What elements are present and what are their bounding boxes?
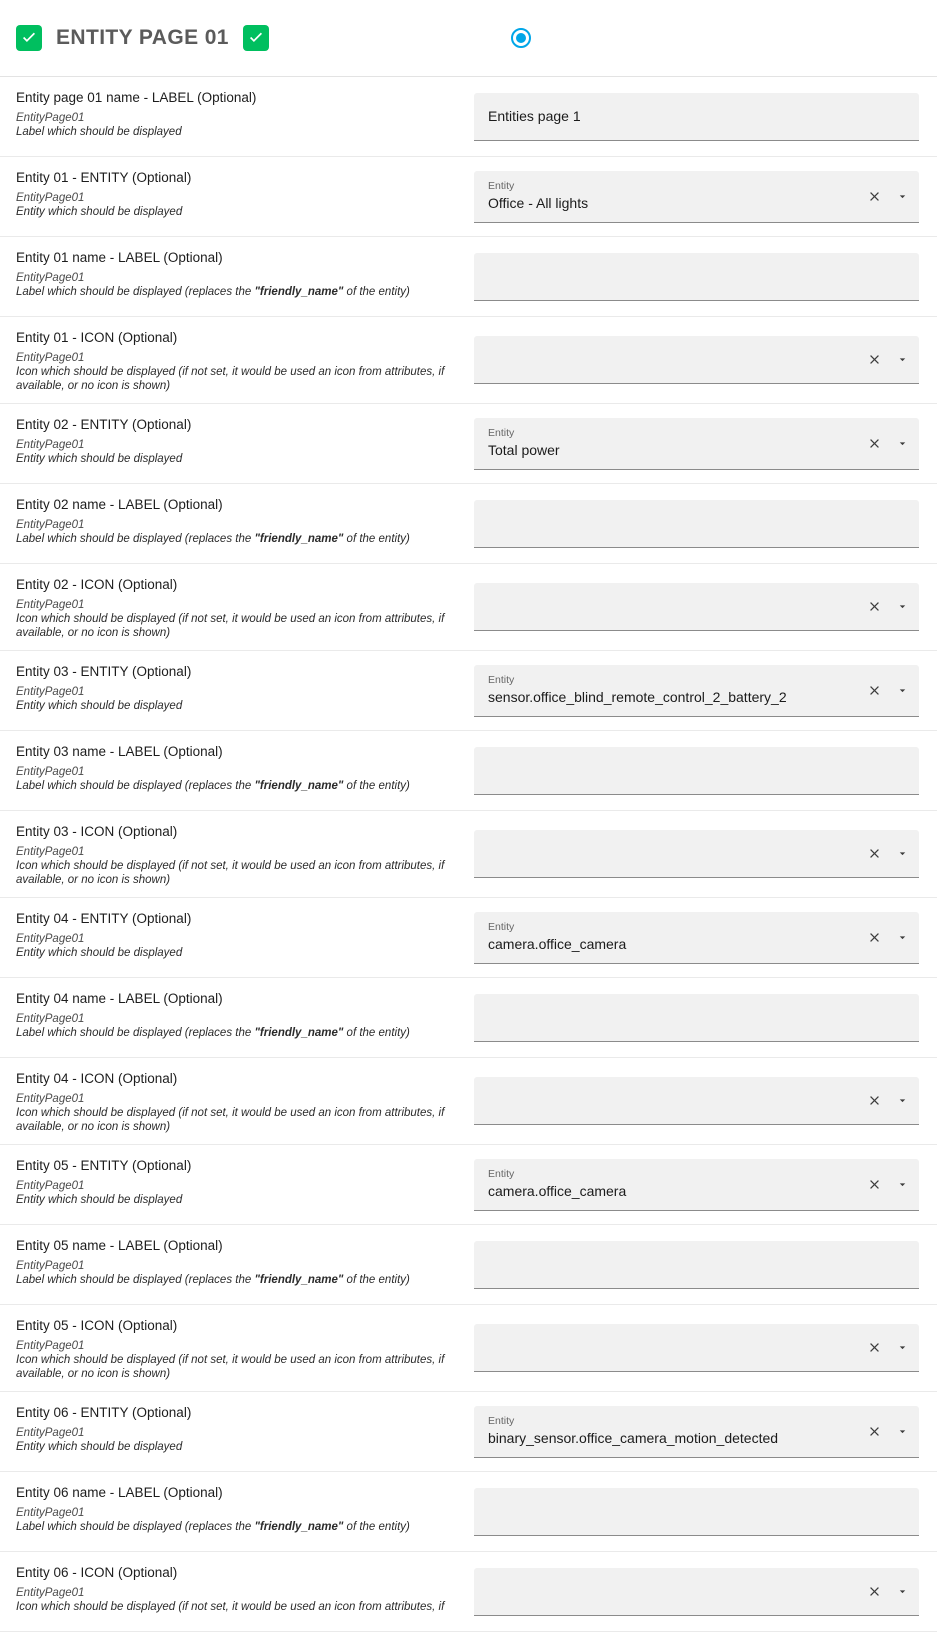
clear-icon[interactable] — [865, 928, 883, 946]
row-label-column — [0, 1305, 460, 1391]
row-field-column — [460, 317, 937, 403]
row-field-column — [460, 1472, 937, 1551]
row-description — [16, 859, 446, 887]
field-actions — [857, 1092, 911, 1110]
radio-dot — [516, 33, 526, 43]
settings-row — [0, 731, 937, 811]
page-title: ENTITY PAGE 01 — [56, 26, 229, 49]
chevron-down-icon[interactable] — [893, 434, 911, 452]
row-title: Entity 04 - ENTITY (Optional) — [16, 911, 192, 926]
text-input-field[interactable] — [474, 994, 919, 1042]
row-label-column — [0, 651, 460, 730]
settings-row — [0, 1552, 937, 1632]
chevron-down-icon[interactable] — [893, 1092, 911, 1110]
row-label-column — [0, 77, 460, 156]
row-description-pre: Label which should be displayed (replaces the — [16, 286, 255, 298]
field-text-wrapper — [488, 847, 857, 861]
settings-row — [0, 978, 937, 1058]
row-description-emphasis: "friendly_name" — [254, 1521, 344, 1533]
clear-icon[interactable] — [865, 1092, 883, 1110]
field-value[interactable]: binary_sensor.office_camera_motion_detected — [488, 1430, 779, 1446]
clear-icon[interactable] — [865, 845, 883, 863]
row-description-post: of the entity) — [343, 780, 410, 792]
row-config-key: EntityPage01 — [16, 846, 85, 858]
row-description-pre: Entity which should be displayed — [16, 206, 183, 218]
field-actions — [857, 1175, 911, 1193]
settings-row — [0, 1305, 937, 1392]
field-floating-label: Entity — [488, 1415, 515, 1427]
row-description — [16, 946, 446, 960]
row-description — [16, 779, 446, 793]
field-actions — [857, 598, 911, 616]
row-title: Entity 02 - ENTITY (Optional) — [16, 417, 192, 432]
row-title: Entity 05 name - LABEL (Optional) — [16, 1238, 223, 1253]
row-config-key: EntityPage01 — [16, 766, 85, 778]
row-config-key: EntityPage01 — [16, 112, 85, 124]
chevron-down-icon[interactable] — [893, 351, 911, 369]
row-config-key: EntityPage01 — [16, 1013, 85, 1025]
field-actions — [857, 1582, 911, 1600]
field-floating-label: Entity — [488, 180, 515, 192]
row-field-column — [460, 1145, 937, 1224]
clear-icon[interactable] — [865, 1175, 883, 1193]
entity-select-field[interactable] — [474, 665, 919, 717]
field-value[interactable]: Office - All lights — [488, 195, 589, 211]
row-description-pre: Icon which should be displayed (if not set, it would be used an icon from attributes, if available, or no icon is shown) — [16, 1354, 445, 1380]
entity-select-field[interactable] — [474, 418, 919, 470]
chevron-down-icon[interactable] — [893, 1422, 911, 1440]
row-description-pre: Label which should be displayed — [16, 126, 182, 138]
field-text-wrapper — [488, 1010, 911, 1024]
settings-row — [0, 77, 937, 157]
row-config-key: EntityPage01 — [16, 1340, 85, 1352]
entity-select-field[interactable] — [474, 1159, 919, 1211]
row-field-column — [460, 1225, 937, 1304]
settings-row — [0, 317, 937, 404]
row-description — [16, 1273, 446, 1287]
text-input-field[interactable] — [474, 500, 919, 548]
field-actions — [857, 434, 911, 452]
row-description — [16, 1193, 446, 1207]
clear-icon[interactable] — [865, 1422, 883, 1440]
row-description — [16, 285, 446, 299]
row-title: Entity 02 - ICON (Optional) — [16, 577, 178, 592]
row-description-pre: Entity which should be displayed — [16, 1441, 183, 1453]
entity-select-field[interactable] — [474, 171, 919, 223]
row-title: Entity 01 name - LABEL (Optional) — [16, 250, 223, 265]
field-text-wrapper — [488, 1584, 857, 1598]
settings-row — [0, 898, 937, 978]
row-label-column — [0, 1392, 460, 1471]
row-config-key: EntityPage01 — [16, 272, 85, 284]
field-text-wrapper — [488, 353, 857, 367]
row-field-column — [460, 237, 937, 316]
clear-icon[interactable] — [865, 187, 883, 205]
text-input-field[interactable] — [474, 1568, 919, 1616]
row-description — [16, 452, 446, 466]
page-header — [0, 0, 937, 77]
field-value[interactable]: Entities page 1 — [488, 108, 581, 124]
field-text-wrapper — [488, 1504, 911, 1518]
field-value[interactable]: camera.office_camera — [488, 1183, 627, 1199]
field-text-wrapper — [488, 516, 911, 530]
row-description — [16, 1520, 446, 1534]
field-floating-label: Entity — [488, 674, 515, 686]
field-text-wrapper — [488, 1341, 857, 1355]
text-input-field[interactable] — [474, 1488, 919, 1536]
row-description-pre: Icon which should be displayed (if not set, it would be used an icon from attributes, if available, or no icon is shown) — [16, 860, 445, 886]
field-value[interactable]: camera.office_camera — [488, 936, 627, 952]
row-description — [16, 1600, 446, 1614]
row-label-column — [0, 317, 460, 403]
row-description-emphasis: "friendly_name" — [254, 1274, 344, 1286]
settings-row — [0, 404, 937, 484]
row-label-column — [0, 978, 460, 1057]
radio-selected-icon[interactable] — [511, 28, 531, 48]
row-title: Entity 04 name - LABEL (Optional) — [16, 991, 223, 1006]
row-description-pre: Icon which should be displayed (if not set, it would be used an icon from attributes, if available, or no icon is shown) — [16, 366, 445, 392]
row-description-pre: Entity which should be displayed — [16, 1194, 183, 1206]
row-field-column — [460, 404, 937, 483]
chevron-down-icon[interactable] — [893, 1175, 911, 1193]
row-title: Entity 03 - ICON (Optional) — [16, 824, 178, 839]
row-config-key: EntityPage01 — [16, 1260, 85, 1272]
row-description-pre: Icon which should be displayed (if not set, it would be used an icon from attributes, if available, or no icon is shown) — [16, 1107, 445, 1133]
row-description-emphasis: "friendly_name" — [254, 1027, 344, 1039]
row-description-pre: Icon which should be displayed (if not set, it would be used an icon from attributes, if available, or no icon is shown) — [16, 613, 445, 639]
settings-row — [0, 157, 937, 237]
row-title: Entity 06 - ICON (Optional) — [16, 1565, 178, 1580]
field-text-wrapper — [488, 1408, 857, 1454]
field-actions — [857, 845, 911, 863]
field-value[interactable]: sensor.office_blind_remote_control_2_battery_2 — [488, 689, 787, 705]
row-config-key: EntityPage01 — [16, 1427, 85, 1439]
field-text-wrapper — [488, 1161, 857, 1207]
field-floating-label: Entity — [488, 1168, 515, 1180]
row-config-key: EntityPage01 — [16, 1587, 85, 1599]
radio-selected-wrapper[interactable] — [511, 28, 531, 48]
clear-icon[interactable] — [865, 351, 883, 369]
field-text-wrapper — [488, 100, 911, 132]
row-title: Entity 06 - ENTITY (Optional) — [16, 1405, 192, 1420]
text-input-field[interactable] — [474, 1241, 919, 1289]
row-label-column — [0, 1058, 460, 1144]
row-description — [16, 205, 446, 219]
text-input-field[interactable] — [474, 1077, 919, 1125]
row-config-key: EntityPage01 — [16, 1507, 85, 1519]
row-title: Entity page 01 name - LABEL (Optional) — [16, 90, 257, 105]
row-title: Entity 01 - ENTITY (Optional) — [16, 170, 192, 185]
row-description-pre: Label which should be displayed (replaces the — [16, 533, 255, 545]
row-label-column — [0, 1552, 460, 1631]
settings-row — [0, 1225, 937, 1305]
field-text-wrapper — [488, 600, 857, 614]
chevron-down-icon[interactable] — [893, 845, 911, 863]
row-config-key: EntityPage01 — [16, 1180, 85, 1192]
row-title: Entity 02 name - LABEL (Optional) — [16, 497, 223, 512]
checkbox-checked-icon-right[interactable] — [243, 25, 269, 51]
row-field-column — [460, 157, 937, 236]
field-value[interactable]: Total power — [488, 442, 560, 458]
text-input-field[interactable] — [474, 583, 919, 631]
row-description — [16, 365, 446, 393]
row-label-column — [0, 1472, 460, 1551]
row-field-column — [460, 1058, 937, 1144]
text-input-field[interactable] — [474, 336, 919, 384]
field-text-wrapper — [488, 173, 857, 219]
row-description-pre: Label which should be displayed (replaces the — [16, 1027, 255, 1039]
row-description-emphasis: "friendly_name" — [254, 286, 344, 298]
field-text-wrapper — [488, 763, 911, 777]
row-description-post: of the entity) — [343, 286, 410, 298]
row-label-column — [0, 1225, 460, 1304]
row-config-key: EntityPage01 — [16, 599, 85, 611]
settings-row — [0, 237, 937, 317]
row-field-column — [460, 1552, 937, 1631]
chevron-down-icon[interactable] — [893, 598, 911, 616]
field-text-wrapper — [488, 1094, 857, 1108]
row-description — [16, 125, 446, 139]
field-actions — [857, 1339, 911, 1357]
row-config-key: EntityPage01 — [16, 933, 85, 945]
row-config-key: EntityPage01 — [16, 686, 85, 698]
clear-icon[interactable] — [865, 681, 883, 699]
row-description — [16, 612, 446, 640]
row-config-key: EntityPage01 — [16, 519, 85, 531]
field-actions — [857, 928, 911, 946]
row-field-column — [460, 651, 937, 730]
row-field-column — [460, 978, 937, 1057]
row-description-post: of the entity) — [343, 533, 410, 545]
row-description — [16, 1440, 446, 1454]
settings-row — [0, 1392, 937, 1472]
row-label-column — [0, 484, 460, 563]
row-description-pre: Entity which should be displayed — [16, 700, 183, 712]
field-text-wrapper — [488, 420, 857, 466]
row-title: Entity 05 - ICON (Optional) — [16, 1318, 178, 1333]
field-actions — [857, 351, 911, 369]
row-title: Entity 04 - ICON (Optional) — [16, 1071, 178, 1086]
field-text-wrapper — [488, 667, 857, 713]
text-input-field[interactable] — [474, 747, 919, 795]
text-input-field[interactable] — [474, 1324, 919, 1372]
text-input-field[interactable] — [474, 93, 919, 141]
row-description-post: of the entity) — [343, 1274, 410, 1286]
settings-row — [0, 1145, 937, 1225]
entity-select-field[interactable] — [474, 1406, 919, 1458]
settings-rows — [0, 77, 937, 1632]
chevron-down-icon[interactable] — [893, 681, 911, 699]
settings-row — [0, 564, 937, 651]
settings-row — [0, 484, 937, 564]
row-field-column — [460, 898, 937, 977]
row-description-emphasis: "friendly_name" — [254, 780, 344, 792]
row-description-pre: Entity which should be displayed — [16, 453, 183, 465]
row-description — [16, 532, 446, 546]
row-description — [16, 1106, 446, 1134]
row-description-pre: Label which should be displayed (replaces the — [16, 1274, 255, 1286]
field-floating-label: Entity — [488, 921, 515, 933]
clear-icon[interactable] — [865, 1582, 883, 1600]
row-label-column — [0, 811, 460, 897]
chevron-down-icon[interactable] — [893, 1582, 911, 1600]
field-actions — [857, 681, 911, 699]
row-field-column — [460, 484, 937, 563]
row-description-pre: Entity which should be displayed — [16, 947, 183, 959]
row-title: Entity 03 name - LABEL (Optional) — [16, 744, 223, 759]
chevron-down-icon[interactable] — [893, 928, 911, 946]
row-description — [16, 699, 446, 713]
row-description-pre: Label which should be displayed (replaces the — [16, 780, 255, 792]
settings-row — [0, 1058, 937, 1145]
row-field-column — [460, 77, 937, 156]
settings-row — [0, 651, 937, 731]
row-description-post: of the entity) — [343, 1521, 410, 1533]
row-config-key: EntityPage01 — [16, 1093, 85, 1105]
field-text-wrapper — [488, 1257, 911, 1271]
row-description-emphasis: "friendly_name" — [254, 533, 344, 545]
field-text-wrapper — [488, 914, 857, 960]
field-actions — [857, 1422, 911, 1440]
row-field-column — [460, 731, 937, 810]
row-title: Entity 06 name - LABEL (Optional) — [16, 1485, 223, 1500]
row-label-column — [0, 1145, 460, 1224]
row-label-column — [0, 564, 460, 650]
row-config-key: EntityPage01 — [16, 192, 85, 204]
text-input-field[interactable] — [474, 830, 919, 878]
row-field-column — [460, 1305, 937, 1391]
clear-icon[interactable] — [865, 598, 883, 616]
row-description — [16, 1026, 446, 1040]
clear-icon[interactable] — [865, 1339, 883, 1357]
row-field-column — [460, 811, 937, 897]
clear-icon[interactable] — [865, 434, 883, 452]
entity-select-field[interactable] — [474, 912, 919, 964]
field-floating-label: Entity — [488, 427, 515, 439]
row-title: Entity 03 - ENTITY (Optional) — [16, 664, 192, 679]
chevron-down-icon[interactable] — [893, 187, 911, 205]
text-input-field[interactable] — [474, 253, 919, 301]
row-description-pre: Icon which should be displayed (if not set, it would be used an icon from attributes, if — [16, 1601, 445, 1613]
row-label-column — [0, 731, 460, 810]
field-text-wrapper — [488, 269, 911, 283]
settings-row — [0, 811, 937, 898]
row-config-key: EntityPage01 — [16, 439, 85, 451]
row-config-key: EntityPage01 — [16, 352, 85, 364]
row-title: Entity 05 - ENTITY (Optional) — [16, 1158, 192, 1173]
row-label-column — [0, 237, 460, 316]
row-label-column — [0, 157, 460, 236]
settings-row — [0, 1472, 937, 1552]
row-field-column — [460, 1392, 937, 1471]
row-label-column — [0, 898, 460, 977]
row-title: Entity 01 - ICON (Optional) — [16, 330, 178, 345]
row-description — [16, 1353, 446, 1381]
row-description-post: of the entity) — [343, 1027, 410, 1039]
field-actions — [857, 187, 911, 205]
row-description-pre: Label which should be displayed (replaces the — [16, 1521, 255, 1533]
checkbox-checked-icon-left[interactable] — [16, 25, 42, 51]
row-label-column — [0, 404, 460, 483]
row-field-column — [460, 564, 937, 650]
chevron-down-icon[interactable] — [893, 1339, 911, 1357]
